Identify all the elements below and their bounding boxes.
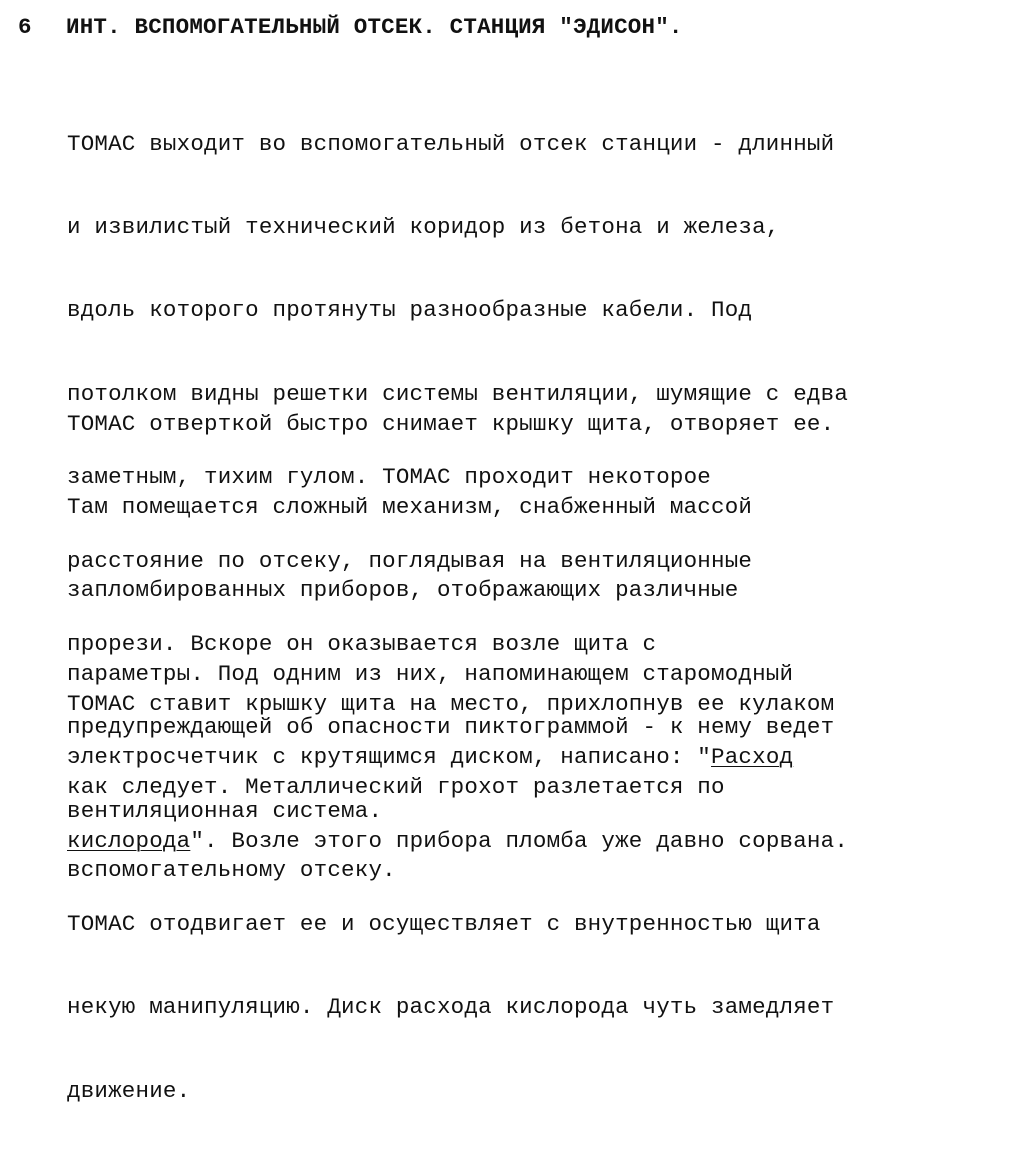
action-line: запломбированных приборов, отображающих различные: [67, 577, 739, 604]
action-line: потолком видны решетки системы вентиляции, шумящие с едва: [67, 380, 849, 407]
action-paragraph-3: [67, 635, 1012, 941]
action-line: расстояние по отсеку, поглядывая на вентиляционные: [67, 547, 753, 574]
underlined-label-part-1: Расход: [711, 744, 794, 771]
action-line: и извилистый технический коридор из бетона и железа,: [67, 213, 780, 240]
action-line: заметным, тихим гулом. ТОМАС проходит некоторое: [67, 464, 712, 491]
action-line: ТОМАС выходит во вспомогательный отсек станции - длинный: [67, 130, 835, 157]
scene-heading: [18, 14, 683, 44]
action-line: прорези. Вскоре он оказывается возле щита с: [67, 630, 657, 657]
underlined-label-part-2: кислорода: [67, 827, 191, 854]
action-line: как следует. Металлический грохот разлетается по: [67, 773, 725, 800]
action-line: движение.: [67, 1077, 191, 1104]
action-line: Там помещается сложный механизм, снабженный массой: [67, 493, 753, 520]
action-line-text: ". Возле этого прибора пломба уже давно сорвана.: [190, 827, 849, 854]
action-line: вспомогательному отсеку.: [67, 857, 396, 884]
action-line: ТОМАС отверткой быстро снимает крышку щита, отворяет ее.: [67, 410, 835, 437]
action-line: ТОМАС отодвигает ее и осуществляет с внутренностью щита: [67, 910, 821, 937]
action-line: ТОМАС ставит крышку щита на место, прихлопнув ее кулаком: [67, 690, 835, 717]
action-line: предупреждающей об опасности пиктограммой - к нему ведет: [67, 714, 835, 741]
scene-title: ИНТ. ВСПОМОГАТЕЛЬНЫЙ ОТСЕК. СТАНЦИЯ "ЭДИСОН".: [66, 14, 683, 40]
action-line: вентиляционная система.: [67, 797, 383, 824]
action-line: вдоль которого протянуты разнообразные кабели. Под: [67, 297, 753, 324]
action-line-text: электросчетчик с крутящимся диском, написано: ": [67, 744, 712, 771]
action-line: параметры. Под одним из них, напоминающем старомодный: [67, 660, 794, 687]
scene-number: 6: [18, 14, 32, 40]
action-line: некую манипуляцию. Диск расхода кислорода чуть замедляет: [67, 994, 835, 1021]
